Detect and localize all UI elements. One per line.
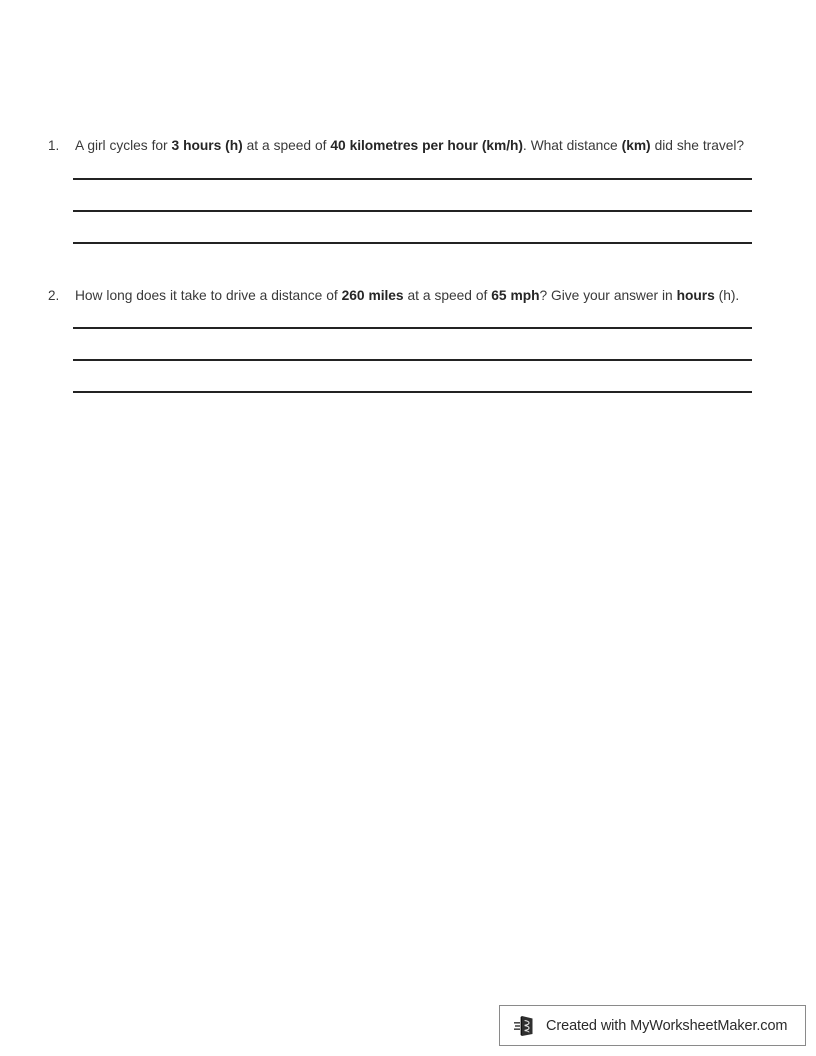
answer-line[interactable]	[73, 391, 752, 393]
worksheet-maker-logo-icon	[514, 1013, 538, 1039]
answer-lines-1	[73, 178, 752, 244]
answer-line[interactable]	[73, 210, 752, 212]
attribution-badge[interactable]	[499, 1005, 806, 1046]
answer-lines-2	[73, 327, 752, 393]
answer-line[interactable]	[73, 178, 752, 180]
answer-line[interactable]	[73, 327, 752, 329]
attribution-text: Created with MyWorksheetMaker.com	[546, 1017, 788, 1034]
questions-list	[48, 136, 768, 415]
question-row	[48, 286, 768, 307]
question-item-2	[48, 286, 768, 394]
question-number-1: 1.	[48, 138, 60, 153]
question-text-1: A girl cycles for 3 hours (h) at a speed of 40 kilometres per hour (km/h). What distance (km) did she travel?	[75, 138, 744, 153]
answer-line[interactable]	[73, 359, 752, 361]
question-row	[48, 136, 768, 157]
question-text-2: How long does it take to drive a distance of 260 miles at a speed of 65 mph? Give your answer in hours (h).	[75, 287, 740, 303]
answer-line[interactable]	[73, 242, 752, 244]
question-item-1	[48, 136, 768, 244]
question-number-2: 2.	[48, 287, 60, 303]
